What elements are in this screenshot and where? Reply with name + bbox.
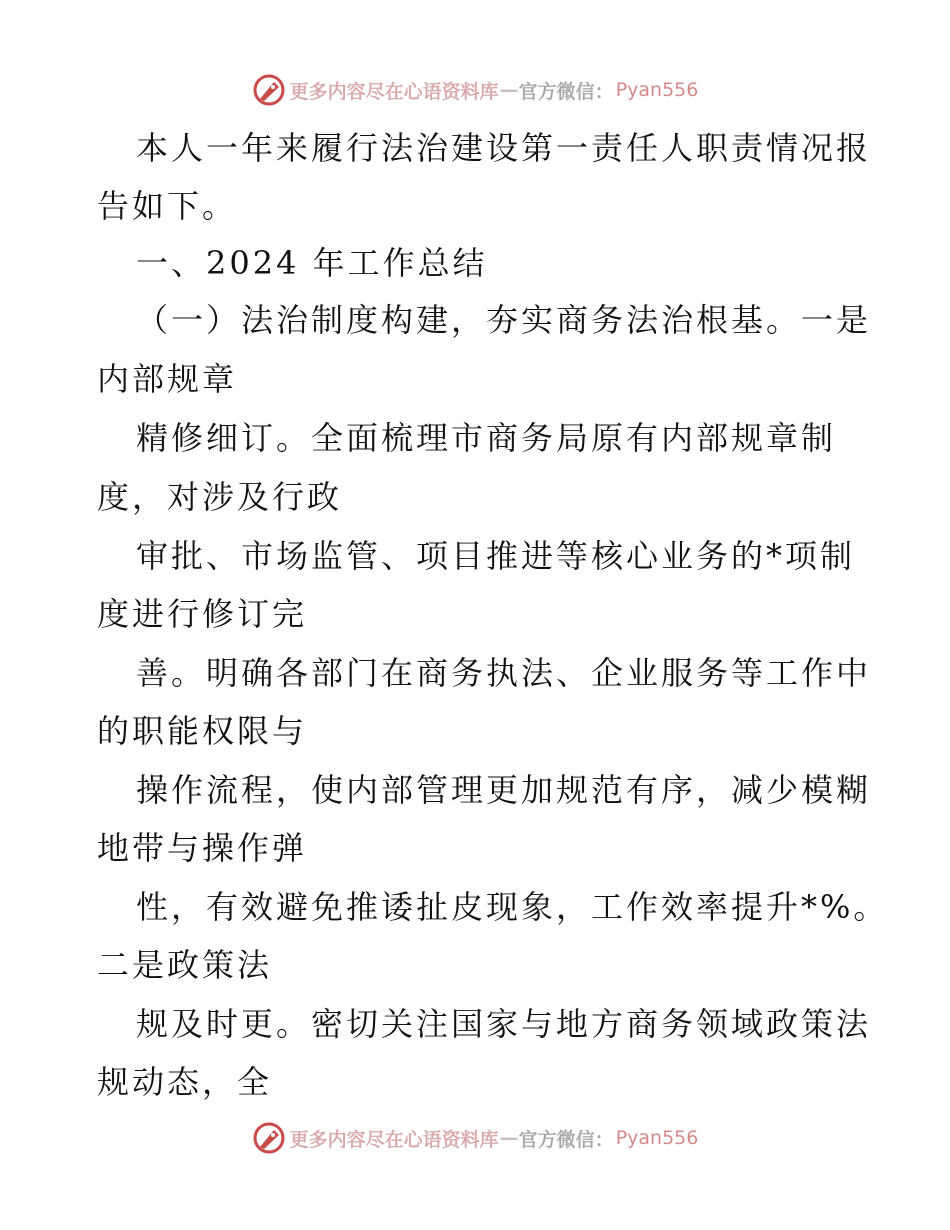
body-line: 规动态，全 <box>97 1063 273 1101</box>
subsection-heading: （一）法治制度构建，夯实商务法治根基。一是 <box>136 301 872 339</box>
watermark-main-text: 更多内容尽在心语资料库 <box>289 80 499 103</box>
body-line: 的职能权限与 <box>97 712 308 750</box>
header-watermark <box>0 70 950 110</box>
body-line: 性，有效避免推诿扯皮现象，工作效率提升*%。 <box>136 888 889 926</box>
pen-nib-logo-icon <box>252 73 286 107</box>
body-line: 度，对涉及行政 <box>97 478 343 516</box>
watermark-official-label: 官方微信： <box>518 1128 614 1151</box>
watermark-separator: — <box>499 79 518 101</box>
watermark-main-text: 更多内容尽在心语资料库 <box>289 1128 499 1151</box>
section-heading: 一、2024 年工作总结 <box>136 244 488 282</box>
body-line: 操作流程，使内部管理更加规范有序，减少模糊 <box>136 771 872 809</box>
watermark-wechat-id: Pyan556 <box>615 1127 699 1149</box>
body-line: 审批、市场监管、项目推进等核心业务的*项制 <box>136 537 856 575</box>
pen-nib-logo-icon <box>252 1121 286 1155</box>
body-line: 告如下。 <box>97 187 238 225</box>
body-line: 规及时更。密切关注国家与地方商务领域政策法 <box>136 1005 872 1043</box>
body-line: 内部规章 <box>97 360 238 398</box>
body-line: 本人一年来履行法治建设第一责任人职责情况报 <box>136 129 872 167</box>
body-line: 二是政策法 <box>97 946 273 984</box>
body-line: 善。明确各部门在商务执法、企业服务等工作中 <box>136 654 872 692</box>
watermark-official-label: 官方微信： <box>518 80 614 103</box>
watermark-wechat-id: Pyan556 <box>615 79 699 101</box>
footer-watermark <box>0 1118 950 1158</box>
body-line: 精修细订。全面梳理市商务局原有内部规章制 <box>136 419 837 457</box>
watermark-separator: — <box>499 1127 518 1149</box>
body-line: 度进行修订完 <box>97 595 308 633</box>
body-line: 地带与操作弹 <box>97 829 308 867</box>
